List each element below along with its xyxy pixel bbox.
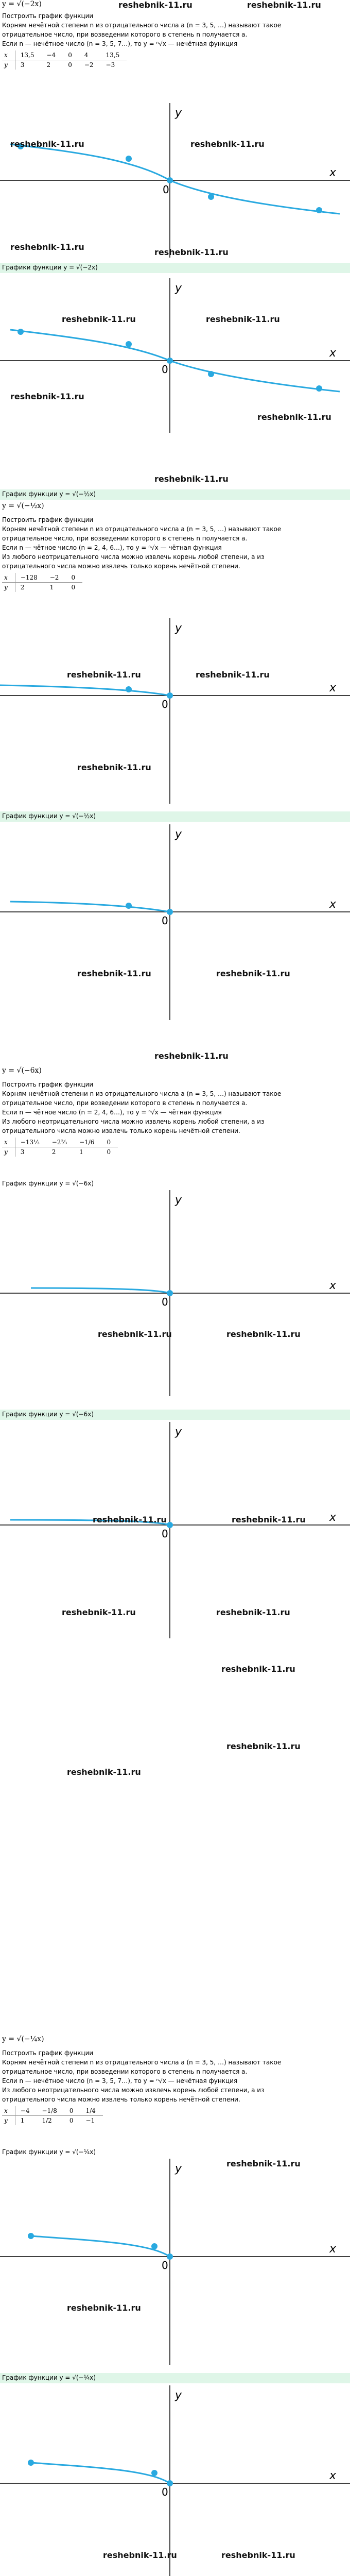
caption-3a: График функции y = √(−6x) [2,1180,94,1187]
value-table-2: x −128 −2 0 y 2 1 0 [2,573,82,592]
text-line: отрицательное число, при возведении которого в степень n получается a. [2,1099,248,1107]
watermark: reshebnik-11.ru [67,1767,141,1777]
y-axis-label: y [175,622,182,635]
x-axis-label: x [329,166,337,179]
watermark: reshebnik-11.ru [10,392,84,401]
text-line: Если n — нечётное число (n = 3, 5, 7…), то y = ⁿ√x — нечётная функция [2,40,238,47]
watermark: reshebnik-11.ru [10,139,84,149]
watermark: reshebnik-11.ru [196,670,270,680]
caption-bar-1 [0,263,350,273]
caption-2: График функции y = √(−½x) [2,812,96,820]
text-line: отрицательного числа можно извлечь только корень нечётной степени. [2,1127,240,1134]
caption-4a: График функции y = √(−¼x) [2,2148,96,2156]
watermark: reshebnik-11.ru [190,139,265,149]
watermark: reshebnik-11.ru [103,2550,177,2560]
watermark: reshebnik-11.ru [98,1329,172,1339]
watermark: reshebnik-11.ru [10,242,84,252]
origin-label: 0 [162,2486,168,2498]
text-line: Корням нечётной степени n из отрицательного числа a (n = 3, 5, …) называют такое [2,526,282,533]
text-line: Из любого неотрицательного числа можно извлечь корень любой степени, а из [2,553,265,561]
graph-4b [0,2385,350,2576]
watermark: reshebnik-11.ru [216,1607,290,1617]
origin-label: 0 [162,2259,168,2272]
origin-label: 0 [162,914,168,927]
graph-2 [0,618,350,804]
x-axis-label: x [329,1511,337,1524]
graph-4 [0,2159,350,2365]
watermark: reshebnik-11.ru [226,1741,301,1751]
watermark: reshebnik-11.ru [206,314,280,324]
formula-1: y = √(−2x) [2,0,42,8]
watermark: reshebnik-11.ru [154,1051,229,1061]
y-axis-label: y [175,828,182,841]
text-line: отрицательное число, при возведении которого в степень n получается a. [2,2068,248,2075]
origin-label: 0 [162,363,168,376]
text-line: Из любого неотрицательного числа можно извлечь корень любой степени, а из [2,1118,265,1125]
text-line: Построить график функции [2,1081,94,1088]
watermark: reshebnik-11.ru [226,1329,301,1339]
origin-label: 0 [162,1296,168,1308]
watermark: reshebnik-11.ru [118,0,192,10]
text-line: отрицательного числа можно извлечь только корень нечётной степени. [2,2096,240,2103]
watermark: reshebnik-11.ru [67,670,141,680]
x-axis-label: x [329,898,337,911]
origin-label: 0 [162,1528,168,1540]
text-line: Если n — чётное число (n = 2, 4, 6…), то y = ⁿ√x — чётная функция [2,544,222,551]
text-line: отрицательное число, при возведении которого в степень n получается a. [2,31,248,38]
x-axis-label: x [329,682,337,694]
watermark: reshebnik-11.ru [247,0,321,10]
watermark: reshebnik-11.ru [62,1607,136,1617]
x-axis-label: x [329,1279,337,1292]
x-axis-label: x [329,2469,337,2482]
text-line: Корням нечётной степени n из отрицательного числа a (n = 3, 5, …) называют такое [2,2059,282,2066]
graph-3b [0,1422,350,1638]
formula-2: y = √(−½x) [2,502,44,510]
text-line: Если n — нечётное число (n = 3, 5, 7…), то y = ⁿ√x — нечётная функция [2,2077,238,2084]
watermark: reshebnik-11.ru [216,969,290,978]
watermark: reshebnik-11.ru [154,474,229,484]
graph-1 [0,103,350,258]
x-axis-label: x [329,347,337,360]
text-line: Корням нечётной степени n из отрицательного числа a (n = 3, 5, …) называют такое [2,1090,282,1097]
y-axis-label: y [175,2162,182,2175]
caption-bar-3 [0,1410,350,1420]
watermark: reshebnik-11.ru [154,247,229,257]
text-line: Построить график функции [2,2049,94,2057]
value-table-4: x −4 −1/8 0 1/4 y 1 1/2 0 −1 [2,2106,103,2125]
caption-1: Графики функции y = √(−2x) [2,264,98,271]
watermark: reshebnik-11.ru [67,2303,141,2313]
y-axis-label: y [175,1194,182,1207]
text-line: отрицательное число, при возведении которого в степень n получается a. [2,535,248,542]
y-axis-label: y [175,282,182,295]
watermark: reshebnik-11.ru [221,2550,295,2560]
watermark: reshebnik-11.ru [226,2159,301,2168]
y-axis-label: y [175,2389,182,2402]
watermark: reshebnik-11.ru [221,1664,295,1674]
value-table-1: x 13,5 −4 0 4 13,5 y 3 2 0 −2 −3 [2,50,127,70]
text-line: Если n — чётное число (n = 2, 4, 6…), то y = ⁿ√x — чётная функция [2,1109,222,1116]
text-line: Корням нечётной степени n из отрицательного числа a (n = 3, 5, …) называют такое [2,22,282,29]
caption-2a: График функции y = √(−½x) [2,490,96,498]
value-table-3: x −13⅓ −2⅔ −1/6 0 y 3 2 1 0 [2,1138,118,1157]
text-line: Построить график функции [2,516,94,523]
watermark: reshebnik-11.ru [77,762,151,772]
watermark: reshebnik-11.ru [257,412,331,422]
watermark: reshebnik-11.ru [62,314,136,324]
y-axis-label: y [175,107,182,120]
watermark: reshebnik-11.ru [232,1515,306,1524]
graph-2b [0,824,350,1020]
graph-1b [0,278,350,433]
formula-4: y = √(−¼x) [2,2035,44,2043]
text-line: Построить график функции [2,12,94,20]
caption-4: График функции y = √(−¼x) [2,2374,96,2381]
caption-bar-2a [0,489,350,500]
origin-label: 0 [162,698,168,710]
caption-bar-4 [0,2373,350,2383]
watermark: reshebnik-11.ru [93,1515,167,1524]
caption-3: График функции y = √(−6x) [2,1411,94,1418]
text-line: отрицательного числа можно извлечь только корень нечётной степени. [2,563,240,570]
x-axis-label: x [329,2243,337,2256]
caption-bar-2 [0,811,350,822]
graph-3 [0,1190,350,1396]
watermark: reshebnik-11.ru [77,969,151,978]
formula-3: y = √(−6x) [2,1066,42,1075]
origin-label: 0 [163,183,169,196]
text-line: Из любого неотрицательного числа можно извлечь корень любой степени, а из [2,2087,265,2094]
y-axis-label: y [175,1426,182,1438]
